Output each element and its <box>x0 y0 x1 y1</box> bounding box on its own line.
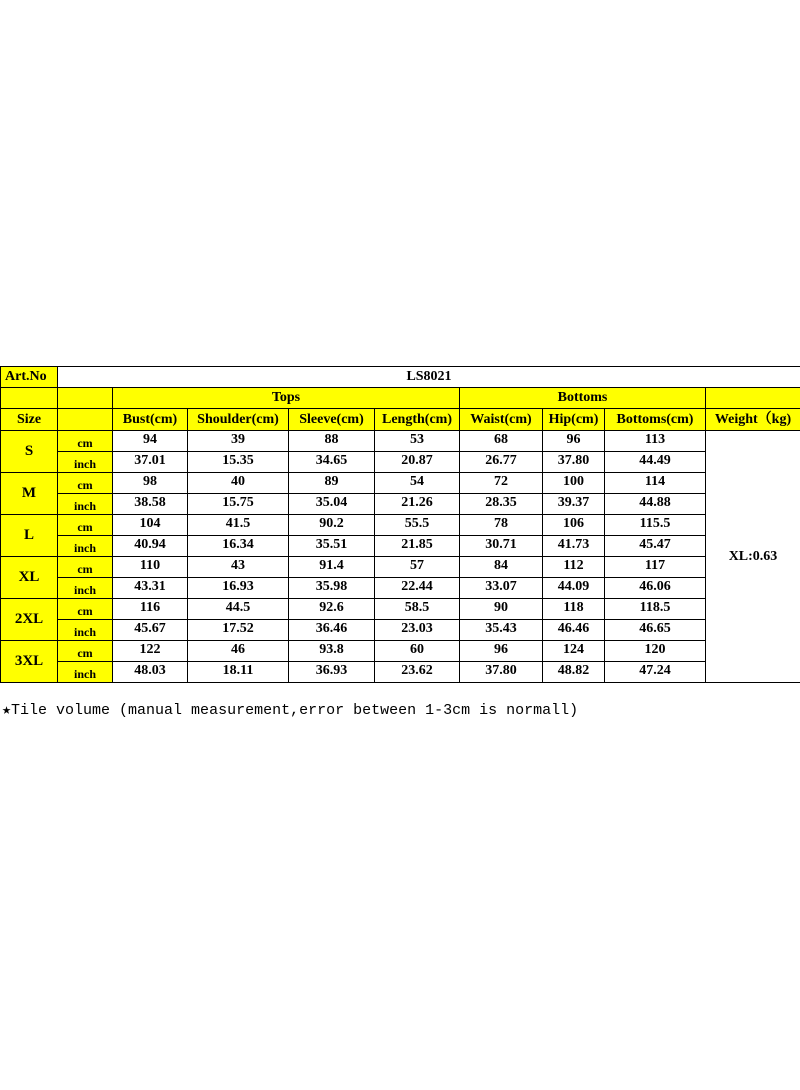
unit-label-cm: cm <box>58 557 113 578</box>
size-chart-table <box>0 366 800 683</box>
shoulder-cm-value: 46 <box>188 641 289 662</box>
size-row-inch <box>1 620 800 641</box>
weight-value: XL:0.63 <box>706 431 800 683</box>
sleeve-cm-value: 89 <box>289 473 375 494</box>
waist-column-header: Waist(cm) <box>460 409 543 431</box>
waist-inch-value: 26.77 <box>460 452 543 473</box>
length-cm-value: 58.5 <box>375 599 460 620</box>
hip-inch-value: 44.09 <box>543 578 605 599</box>
sleeve-cm-value: 91.4 <box>289 557 375 578</box>
bottoms-cm-value: 117 <box>605 557 706 578</box>
size-row-cm <box>1 431 800 452</box>
unit-label-inch: inch <box>58 578 113 599</box>
sleeve-inch-value: 36.93 <box>289 662 375 683</box>
hip-inch-value: 48.82 <box>543 662 605 683</box>
bottoms-cm-value: 120 <box>605 641 706 662</box>
unit-label-inch: inch <box>58 662 113 683</box>
size-label: L <box>1 515 58 557</box>
bust-cm-value: 104 <box>113 515 188 536</box>
hip-cm-value: 112 <box>543 557 605 578</box>
length-cm-value: 57 <box>375 557 460 578</box>
tops-group-header: Tops <box>113 388 460 409</box>
waist-inch-value: 37.80 <box>460 662 543 683</box>
sleeve-cm-value: 93.8 <box>289 641 375 662</box>
sleeve-inch-value: 35.51 <box>289 536 375 557</box>
shoulder-inch-value: 15.75 <box>188 494 289 515</box>
size-row-cm <box>1 473 800 494</box>
length-inch-value: 23.62 <box>375 662 460 683</box>
size-column-header: Size <box>1 409 58 431</box>
bust-inch-value: 40.94 <box>113 536 188 557</box>
size-label: M <box>1 473 58 515</box>
group-blank-cell <box>706 388 800 409</box>
bust-cm-value: 116 <box>113 599 188 620</box>
unit-label-inch: inch <box>58 494 113 515</box>
sleeve-inch-value: 35.04 <box>289 494 375 515</box>
length-inch-value: 20.87 <box>375 452 460 473</box>
bust-inch-value: 38.58 <box>113 494 188 515</box>
unit-label-inch: inch <box>58 620 113 641</box>
unit-label-inch: inch <box>58 452 113 473</box>
waist-cm-value: 90 <box>460 599 543 620</box>
unit-label-cm: cm <box>58 641 113 662</box>
bottoms-cm-value: 113 <box>605 431 706 452</box>
shoulder-inch-value: 16.34 <box>188 536 289 557</box>
sleeve-inch-value: 34.65 <box>289 452 375 473</box>
size-row-inch <box>1 494 800 515</box>
bust-inch-value: 45.67 <box>113 620 188 641</box>
measurement-note: ★Tile volume (manual measurement,error between 1-3cm is normall) <box>2 702 579 719</box>
size-label: XL <box>1 557 58 599</box>
shoulder-column-header: Shoulder(cm) <box>188 409 289 431</box>
bust-cm-value: 94 <box>113 431 188 452</box>
shoulder-cm-value: 41.5 <box>188 515 289 536</box>
waist-cm-value: 78 <box>460 515 543 536</box>
hip-inch-value: 37.80 <box>543 452 605 473</box>
waist-inch-value: 28.35 <box>460 494 543 515</box>
shoulder-cm-value: 39 <box>188 431 289 452</box>
size-row-inch <box>1 452 800 473</box>
waist-cm-value: 96 <box>460 641 543 662</box>
length-inch-value: 23.03 <box>375 620 460 641</box>
unit-label-cm: cm <box>58 431 113 452</box>
bust-column-header: Bust(cm) <box>113 409 188 431</box>
group-blank-cell <box>58 388 113 409</box>
sleeve-cm-value: 88 <box>289 431 375 452</box>
length-inch-value: 21.26 <box>375 494 460 515</box>
unit-label-cm: cm <box>58 515 113 536</box>
waist-inch-value: 33.07 <box>460 578 543 599</box>
bottoms-group-header: Bottoms <box>460 388 706 409</box>
sleeve-column-header: Sleeve(cm) <box>289 409 375 431</box>
hip-cm-value: 96 <box>543 431 605 452</box>
hip-cm-value: 118 <box>543 599 605 620</box>
bust-cm-value: 110 <box>113 557 188 578</box>
shoulder-cm-value: 40 <box>188 473 289 494</box>
art-no-label: Art.No <box>1 367 58 388</box>
shoulder-inch-value: 17.52 <box>188 620 289 641</box>
unit-label-inch: inch <box>58 536 113 557</box>
waist-cm-value: 68 <box>460 431 543 452</box>
bust-cm-value: 98 <box>113 473 188 494</box>
bottoms-inch-value: 44.49 <box>605 452 706 473</box>
sleeve-cm-value: 92.6 <box>289 599 375 620</box>
bottoms-inch-value: 46.06 <box>605 578 706 599</box>
group-blank-cell <box>1 388 58 409</box>
bust-inch-value: 37.01 <box>113 452 188 473</box>
shoulder-inch-value: 15.35 <box>188 452 289 473</box>
hip-cm-value: 124 <box>543 641 605 662</box>
shoulder-inch-value: 16.93 <box>188 578 289 599</box>
size-row-inch <box>1 662 800 683</box>
waist-inch-value: 35.43 <box>460 620 543 641</box>
waist-cm-value: 84 <box>460 557 543 578</box>
waist-inch-value: 30.71 <box>460 536 543 557</box>
size-label: 2XL <box>1 599 58 641</box>
hip-inch-value: 41.73 <box>543 536 605 557</box>
bust-inch-value: 48.03 <box>113 662 188 683</box>
size-row-cm <box>1 641 800 662</box>
length-cm-value: 60 <box>375 641 460 662</box>
hip-cm-value: 106 <box>543 515 605 536</box>
waist-cm-value: 72 <box>460 473 543 494</box>
size-row-cm <box>1 515 800 536</box>
bottoms-inch-value: 47.24 <box>605 662 706 683</box>
shoulder-cm-value: 44.5 <box>188 599 289 620</box>
unit-column-header <box>58 409 113 431</box>
length-cm-value: 54 <box>375 473 460 494</box>
size-row-inch <box>1 578 800 599</box>
bottoms-inch-value: 45.47 <box>605 536 706 557</box>
length-cm-value: 53 <box>375 431 460 452</box>
unit-label-cm: cm <box>58 599 113 620</box>
size-row-cm <box>1 599 800 620</box>
hip-inch-value: 39.37 <box>543 494 605 515</box>
length-inch-value: 21.85 <box>375 536 460 557</box>
unit-label-cm: cm <box>58 473 113 494</box>
length-inch-value: 22.44 <box>375 578 460 599</box>
sleeve-inch-value: 36.46 <box>289 620 375 641</box>
length-cm-value: 55.5 <box>375 515 460 536</box>
bottoms-inch-value: 46.65 <box>605 620 706 641</box>
hip-column-header: Hip(cm) <box>543 409 605 431</box>
shoulder-inch-value: 18.11 <box>188 662 289 683</box>
size-label: S <box>1 431 58 473</box>
size-row-cm <box>1 557 800 578</box>
hip-inch-value: 46.46 <box>543 620 605 641</box>
size-label: 3XL <box>1 641 58 683</box>
size-row-inch <box>1 536 800 557</box>
art-no-value: LS8021 <box>58 367 800 388</box>
bottoms-inch-value: 44.88 <box>605 494 706 515</box>
bottoms-cm-value: 118.5 <box>605 599 706 620</box>
weight-column-header: Weight（kg) <box>706 409 800 431</box>
bottoms-cm-value: 114 <box>605 473 706 494</box>
bust-inch-value: 43.31 <box>113 578 188 599</box>
length-column-header: Length(cm) <box>375 409 460 431</box>
shoulder-cm-value: 43 <box>188 557 289 578</box>
bust-cm-value: 122 <box>113 641 188 662</box>
bottoms-column-header: Bottoms(cm) <box>605 409 706 431</box>
sleeve-inch-value: 35.98 <box>289 578 375 599</box>
bottoms-cm-value: 115.5 <box>605 515 706 536</box>
hip-cm-value: 100 <box>543 473 605 494</box>
sleeve-cm-value: 90.2 <box>289 515 375 536</box>
